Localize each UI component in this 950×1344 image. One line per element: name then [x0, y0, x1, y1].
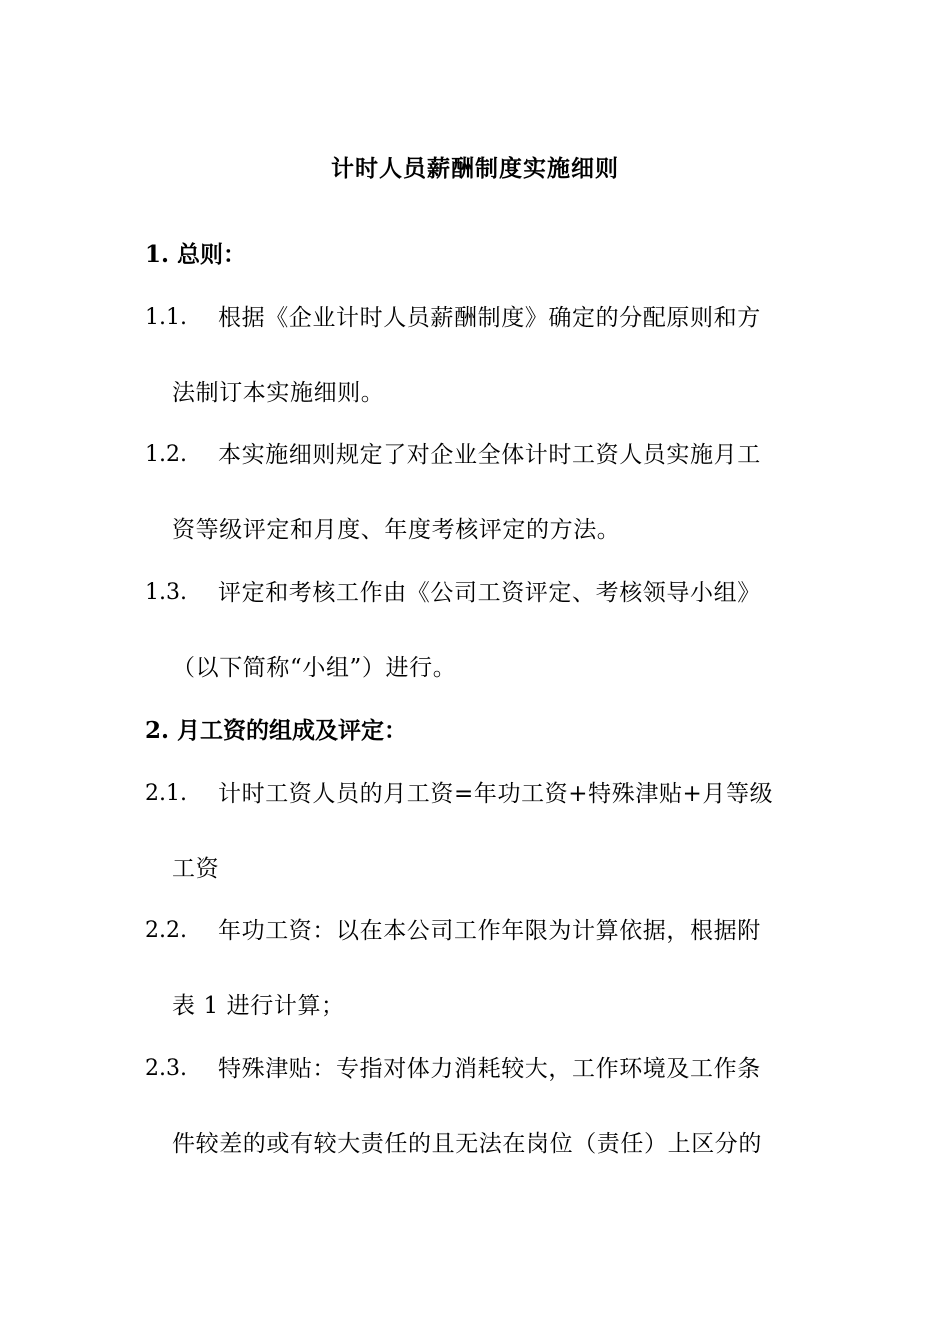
item-text: 本实施细则规定了对企业全体计时工资人员实施月工	[218, 442, 761, 468]
section-heading-general: 1. 总则：	[145, 241, 247, 268]
item-number: 1.3.	[145, 580, 187, 605]
item-text: 特殊津贴：专指对体力消耗较大，工作环境及工作条	[218, 1056, 761, 1082]
section-heading-monthly-wage: 2. 月工资的组成及评定：	[145, 717, 408, 744]
document-title: 计时人员薪酬制度实施细则	[331, 155, 619, 182]
item-number: 1.1.	[145, 305, 187, 330]
item-text: 计时工资人员的月工资=年功工资+特殊津贴+月等级	[218, 781, 774, 807]
item-number: 1.2.	[145, 442, 187, 467]
item-text-continuation: （以下简称“小组”）进行。	[172, 655, 457, 681]
item-text: 年功工资：以在本公司工作年限为计算依据，根据附	[218, 918, 761, 944]
item-text: 根据《企业计时人员薪酬制度》确定的分配原则和方	[218, 305, 761, 331]
item-text-continuation: 资等级评定和月度、年度考核评定的方法。	[172, 517, 621, 543]
item-text-continuation: 表 1 进行计算；	[172, 993, 345, 1019]
item-text: 评定和考核工作由《公司工资评定、考核领导小组》	[218, 580, 761, 606]
item-text-continuation: 工资	[172, 856, 220, 882]
item-number: 2.1.	[145, 781, 187, 806]
item-text-continuation: 法制订本实施细则。	[172, 380, 385, 406]
item-text-continuation: 件较差的或有较大责任的且无法在岗位（责任）上区分的	[172, 1131, 762, 1157]
item-number: 2.2.	[145, 918, 187, 943]
item-number: 2.3.	[145, 1056, 187, 1081]
